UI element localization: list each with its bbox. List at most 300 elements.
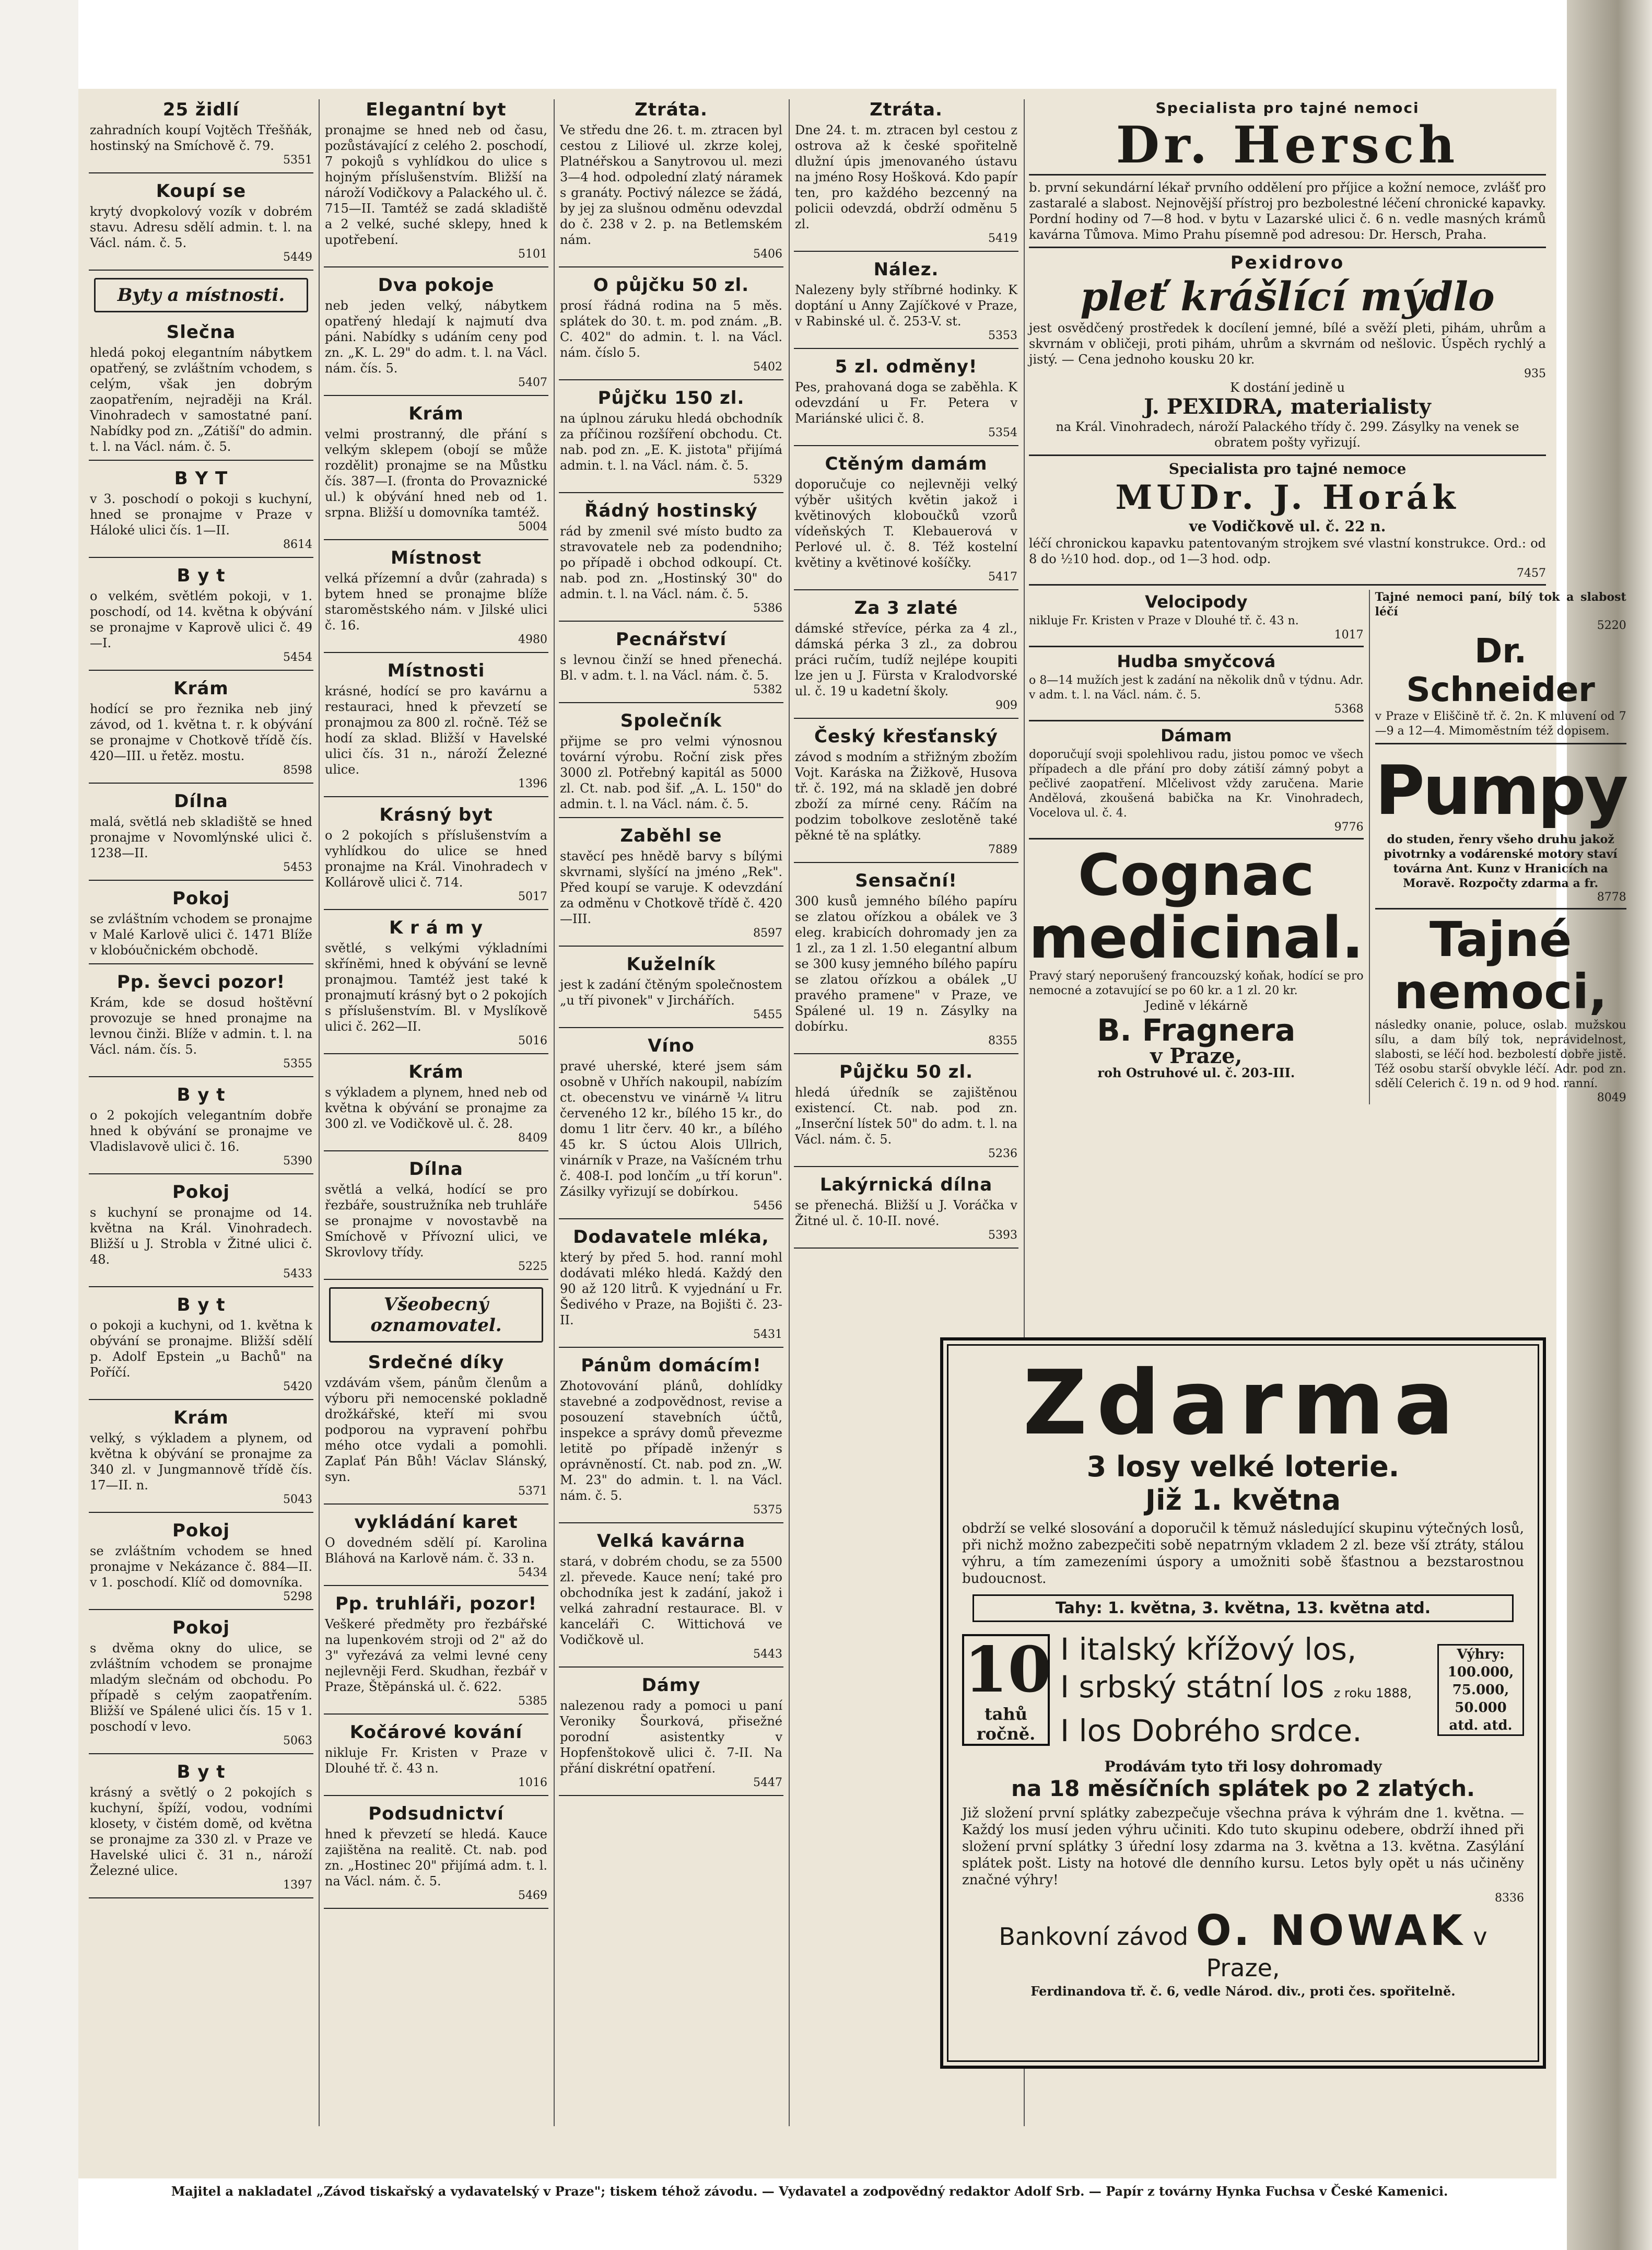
pexidr-code: 935 xyxy=(1524,367,1546,380)
damam-text: doporučují svoji spolehlivou radu, jistou pomoc ve všech případech a dle přání pro doby zátiší zámný pobyt a pečlivé zaopatření. Mlčelivost vždy zaručena. Marie Andělová, zkoušená babička na Kr. Vinohradech, Vocelova ul. č. 4. xyxy=(1029,748,1364,820)
ad-code: 5225 xyxy=(518,1260,547,1273)
ad-heading: Pecnářství xyxy=(615,629,727,650)
imprint-footer: Majitel a nakladatel „Závod tiskařský a vydavatelský v Praze"; tiskem téhož závodu. — Vydavatel a zodpovědný redaktor Adolf Srb. — Papír z továrny Hynka Fuchsa v České Kamenici. xyxy=(171,2184,1448,2199)
classified-ad xyxy=(324,1159,548,1280)
schneider-text: Tajné nemoci paní, bílý tok a slabost léčí xyxy=(1375,590,1626,619)
horak-text: léčí chronickou kapavku patentovaným strojkem své vlastní konstrukce. Ord.: od 8 do ½10 hod. dop., od 1—3 hod. odp. xyxy=(1029,536,1546,566)
classified-ad xyxy=(89,1407,313,1513)
ad-text: Nalezeny byly stříbrné hodinky. K doptání u Anny Zajíčkové v Praze, v Rabinské ul. č. 253-V. st. xyxy=(795,283,1017,329)
classified-ad xyxy=(794,598,1018,719)
ad-heading: Krám xyxy=(408,403,464,424)
ad-heading: Místnost xyxy=(390,547,482,568)
ad-heading: Lakýrnická dílna xyxy=(819,1174,993,1195)
ad-text: vzdávám všem, pánům členům a výboru při nemocenské pokladně drožkářské, kteří mi svou podporou na vypravení pohřbu mého otce vydali a pomohli. Zaplať Pán Bůh! Václav Slánský, syn. xyxy=(325,1375,547,1484)
classified-ad xyxy=(89,468,313,558)
ad-code: 5406 xyxy=(753,248,782,261)
ad-heading: Podsudnictví xyxy=(368,1803,504,1824)
ad-code: 5402 xyxy=(753,360,782,374)
classified-ad xyxy=(559,954,783,1028)
ad-text: pronajme se hned neb od času, pozůstávající z celého 2. poschodí, 7 pokojů s vyhlídkou do ulice s hojným příslušenstvím. Bližší na nároží Vodičkovy a Palackého ul. č. 715—II. Tamtéž se zadá skladiště a 2 velké, suché sklepy, hned k upotřebení. xyxy=(325,123,547,247)
classified-ad xyxy=(559,1531,783,1668)
ad-heading: vykládání karet xyxy=(354,1512,518,1533)
ad-heading: B Y T xyxy=(174,468,228,489)
classified-ad xyxy=(324,1803,548,1909)
ad-code: 5017 xyxy=(518,890,547,903)
ad-heading: Krásný byt xyxy=(379,805,493,825)
ad-text: s kuchyní se pronajme od 14. května na Král. Vinohradech. Bližší u J. Strobla v Žitné ulici č. 48. xyxy=(90,1205,312,1267)
ad-text: na úplnou záruku hledá obchodník za příčinou rozšíření obchodu. Ct. nab. pod zn. „E. K. jistota" přijímá admin. t. l. na Václ. nám. č. 5. xyxy=(560,411,782,473)
classified-ad xyxy=(559,1227,783,1348)
ad-text: stará, v dobrém chodu, se za 5500 zl. převede. Kauce není; také pro obchodníka jest k zadání, jakož i velká zahradní restaurace. Bl. v kanceláři C. Wittichová ve Vodičkově ul. xyxy=(560,1554,782,1647)
classified-ad xyxy=(324,1352,548,1505)
newspaper-page xyxy=(78,89,1626,2178)
ad-text: se zvláštním vchodem se hned pronajme v Nekázance č. 884—II. v 1. poschodí. Klíč od domovníka. xyxy=(90,1544,312,1590)
column-1 xyxy=(89,99,313,2126)
damam-code: 9776 xyxy=(1334,821,1364,834)
classified-ad xyxy=(559,275,783,380)
ad-heading: Půjčku 150 zl. xyxy=(597,388,745,409)
zdarma-text-2: Již složení první splátky zabezpečuje všechna práva k výhrám dne 1. května. — Každý los musí jeden výhru učiniti. Kdo tuto skupinu odebere, obdrží ihned při složení první splátky 3 úřední losy zdarma na 3. května a 13. května. Zasýlání splátek pošt. Listy na hotové dle denního kursu. Letos byly opět u nás učiněny značné výhry! xyxy=(962,1805,1524,1888)
divider xyxy=(1029,646,1364,647)
ad-heading: Víno xyxy=(648,1035,695,1056)
lottery-lots xyxy=(962,1630,1524,1750)
classified-ad xyxy=(89,1520,313,1610)
ad-heading: Pp. truhláři, pozor! xyxy=(335,1593,537,1614)
column-rule xyxy=(554,99,555,2126)
schneider-name: Dr. Schneider xyxy=(1406,632,1595,709)
pexidr-title: pleť krášlící mýdlo xyxy=(1080,273,1495,320)
ad-heading: Společník xyxy=(620,710,722,731)
pexidr-address-2: J. PEXIDRA, materialisty xyxy=(1144,394,1431,419)
divider xyxy=(1029,454,1546,456)
classified-ad xyxy=(794,453,1018,590)
classified-ad xyxy=(559,1675,783,1796)
ad-heading: Krám xyxy=(173,1407,229,1428)
classified-ad xyxy=(89,1295,313,1400)
tajne-text: následky onanie, poluce, oslab. mužskou sílu, a dam bílý tok, neprávidelnost, slabosti, se léčí hod. bezbolestí dobře jistě. Též osobu starší obvykle léčí. Adr. pod zn. sdělí Celerich č. 19 n. od 9 hod. ranní. xyxy=(1375,1019,1626,1090)
classified-ad xyxy=(559,1035,783,1219)
zdarma-draws: Tahy: 1. května, 3. května, 13. května atd. xyxy=(973,1594,1514,1622)
ad-text: světlé, s velkými výkladními skříněmi, hned k obývání se levně pronajmou. Tamtéž jest také k pronajmutí krásný byt o 2 pokojích s příslušenstvím. Bl. v Myslíkově ulici č. 262—II. xyxy=(325,941,547,1034)
ad-heading: O půjčku 50 zl. xyxy=(593,275,749,296)
divider xyxy=(1029,247,1546,248)
lot-item-text: I srbský státní los xyxy=(1060,1669,1325,1705)
ad-heading: Zaběhl se xyxy=(620,825,722,846)
zdarma-text-1: obdrží se velké slosování a doporučil k těmuž následující skupinu výtečných losů, při nichž možno zabezpečiti sobě nepatrným vkladem 2 zl. beze vší ztráty, stálou výhru, a tím zamezeními úspory a umožniti sobě šťastnou a bezstarostnou budoucnost. xyxy=(962,1521,1524,1587)
prize-value: 75.000, xyxy=(1452,1682,1509,1698)
ad-code: 5016 xyxy=(518,1034,547,1047)
column-rule xyxy=(1369,590,1370,1104)
bank-prefix: Bankovní závod xyxy=(999,1922,1189,1951)
ad-code: 5043 xyxy=(283,1493,312,1506)
ad-heading: Kočárové kování xyxy=(349,1722,523,1743)
classified-ad xyxy=(559,629,783,703)
pexidr-heading: Pexidrovo xyxy=(1230,252,1345,273)
classified-ad xyxy=(324,547,548,653)
left-stack xyxy=(1029,590,1364,1104)
ad-text: neb jeden velký, nábytkem opatřený hledají k najmutí dva páni. Nabídky s udáním ceny pod zn. „K. L. 29" do adm. t. l. na Václ. nám. čís. 5. xyxy=(325,298,547,376)
lot-item: I los Dobrého srdce. xyxy=(1060,1713,1362,1748)
ad-text: hodící se pro řeznika neb jiný závod, od 1. května t. r. k obývání se pronajme v Chotkově třídě čís. 420—III. u řetěz. mostu. xyxy=(90,702,312,763)
ad-text: o velkém, světlém pokoji, v 1. poschodí, od 14. května k obývání se pronajme v Kaprově ulici č. 49—I. xyxy=(90,589,312,650)
bank-name: O. NOWAK xyxy=(1196,1906,1466,1955)
ad-heading: Koupí se xyxy=(156,181,247,202)
ad-heading: Pokoj xyxy=(172,1617,230,1638)
horak-name: MUDr. J. Horák xyxy=(1115,478,1460,517)
classified-ad xyxy=(89,1762,313,1898)
ad-text: hledá úředník se zajištěnou existencí. Ct. nab. pod zn. „Inserční lístek 50" do adm. t. l. na Václ. nám. č. 5. xyxy=(795,1085,1017,1147)
classified-ad xyxy=(324,275,548,396)
ad-heading: B y t xyxy=(177,1085,226,1105)
ad-heading: Dílna xyxy=(409,1159,463,1180)
ad-text: s výkladem a plynem, hned neb od května k obývání se pronajme za 300 zl. ve Vodičkově ul. č. 28. xyxy=(325,1085,547,1131)
classified-ad xyxy=(794,356,1018,446)
ad-code: 5419 xyxy=(988,232,1017,245)
ad-heading: Ztráta. xyxy=(870,99,943,120)
ad-text: O dovedném sdělí pí. Karolina Bláhová na Karlově nám. č. 33 n. xyxy=(325,1535,547,1566)
ad-text: přijme se pro velmi výnosnou tovární výrobu. Roční zisk přes 3000 zl. Potřebný kapitál as 5000 zl. Ct. nab. pod šif. „A. L. 150" do admin. t. l. na Václ. nám. č. 5. xyxy=(560,734,782,811)
column-rule xyxy=(319,99,320,2126)
classified-ad xyxy=(324,403,548,540)
ad-code: 5454 xyxy=(283,651,312,664)
classified-ad xyxy=(89,791,313,881)
ad-heading: B y t xyxy=(177,565,226,586)
ad-text: Ve středu dne 26. t. m. ztracen byl cestou z Liliové ul. zkrze kolej, Platnéřskou a Sanytrovou ul. mezi 3—4 hod. odpolední zlatý náramek s granáty. Poctivý nálezce se žádá, by jej za slušnou odměnu odevzdal do č. 238 v 2. p. na Betlemském nám. xyxy=(560,123,782,247)
ad-heading: Ctěným damám xyxy=(825,453,988,474)
divider xyxy=(1375,743,1626,744)
ad-heading: Krám xyxy=(173,678,229,699)
ad-code: 4980 xyxy=(518,633,547,646)
tajne-title: Tajné nemoci, xyxy=(1394,912,1608,1020)
column-2 xyxy=(324,99,548,2126)
classified-ad xyxy=(89,565,313,671)
ad-code: 7889 xyxy=(988,843,1017,856)
classified-ad xyxy=(89,972,313,1077)
lot-item: I italský křížový los, xyxy=(1060,1631,1357,1667)
bank-line xyxy=(962,1906,1524,1984)
ad-code: 5447 xyxy=(753,1776,782,1789)
ad-code: 5393 xyxy=(988,1229,1017,1242)
ad-code: 5453 xyxy=(283,861,312,874)
zdarma-installments: na 18 měsíčních splátek po 2 zlatých. xyxy=(1011,1776,1475,1801)
ad-code: 5390 xyxy=(283,1155,312,1168)
ad-heading: Pokoj xyxy=(172,1520,230,1541)
divider xyxy=(1029,584,1546,586)
ad-code: 5407 xyxy=(518,376,547,389)
classified-ad xyxy=(89,99,313,173)
zdarma-code: 8336 xyxy=(1495,1892,1524,1905)
ads-split xyxy=(1029,590,1626,1104)
classified-ad xyxy=(559,825,783,947)
ad-text: se přenechá. Bližší u J. Voráčka v Žitné ul. č. 10-II. nové. xyxy=(795,1198,1017,1228)
ad-code: 8409 xyxy=(518,1132,547,1145)
ad-text: nalezenou rady a pomoci u paní Veroniky Šourková, přisežné porodní asistentky v Hopfenštokově ulici č. 7-II. Na přání diskrétní opatření. xyxy=(560,1698,782,1776)
ad-heading: Pp. ševci pozor! xyxy=(116,972,286,993)
prizes-heading: Výhry: xyxy=(1457,1647,1505,1662)
ad-text: jest k zadání čtěným společnostem „u tří pivonek" v Jirchářích. xyxy=(560,977,782,1008)
divider xyxy=(1029,720,1364,721)
ad-heading: Pánům domácím! xyxy=(581,1355,761,1376)
ad-heading: Srdečné díky xyxy=(368,1352,505,1373)
cognac-text: Pravý starý neporušený francouzský koňak, hodící se pro nemocné a zotavující se po 60 kr. a 1 zl. 20 kr. xyxy=(1029,970,1364,997)
ad-text: prosí řádná rodina na 5 měs. splátek do 30. t. m. pod znám. „B. C. 402" do admin. t. l. na Václ. nám. číslo 5. xyxy=(560,298,782,360)
zdarma-title: Zdarma xyxy=(1023,1351,1463,1455)
lot-year: z roku 1888, xyxy=(1333,1686,1412,1700)
ad-text: Zhotovování plánů, dohlídky stavebné a zodpovědnost, revise a posouzení stavebních účtů, inspekce a správy domů převezme letitě po případě inženýr s oprávněností. Ct. nab. pod zn. „W. M. 23" do admin. t. l. na Václ. nám. č. 5. xyxy=(560,1379,782,1503)
ad-text: malá, světlá neb skladiště se hned pronajme v Novomlýnské ulici č. 1238—II. xyxy=(90,814,312,860)
prize-value: 50.000 xyxy=(1455,1700,1507,1716)
ad-text: hledá pokoj elegantním nábytkem opatřený, se zvláštním vchodem, s celým, však jen dobrým zaopatřením, nejraději na Král. Vinohradech v samostatné paní. Nabídky pod zn. „Zátiší" do admin. t. l. na Václ. nám. č. 5. xyxy=(90,345,312,454)
ad-text: o pokoji a kuchyni, od 1. května k obývání se pronajme. Bližší sdělí p. Adolf Epstein „u Bachů" na Poříčí. xyxy=(90,1318,312,1380)
ad-text: zahradních koupí Vojtěch Třešňák, hostinský na Smíchově č. 79. xyxy=(90,123,312,153)
ad-code: 5385 xyxy=(518,1695,547,1708)
ad-heading: 25 židlí xyxy=(162,99,240,120)
right-stack xyxy=(1375,590,1626,1104)
divider xyxy=(1375,908,1626,910)
classified-ad xyxy=(324,805,548,910)
ad-code: 5386 xyxy=(753,602,782,615)
ad-text: o 2 pokojích s příslušenstvím a vyhlídkou do ulice se hned pronajme na Král. Vinohradech v Kollárově ulici č. 714. xyxy=(325,828,547,890)
ad-code: 5417 xyxy=(988,570,1017,584)
ad-text: světlá a velká, hodící se pro řezbáře, soustružníka neb truhláře se pronajme v novostavbě na Smíchově v Přívozní ulici, ve Skrovlovy třídy. xyxy=(325,1182,547,1260)
ad-heading: Český křesťanský xyxy=(814,726,998,747)
divider xyxy=(1029,838,1364,840)
classified-ad xyxy=(324,1062,548,1151)
ten-number: 10 xyxy=(964,1633,1051,1707)
ad-code: 5433 xyxy=(283,1267,312,1280)
hudba-heading: Hudba smyčcová xyxy=(1117,651,1276,671)
ad-code: 5456 xyxy=(753,1199,782,1213)
pumpy-code: 8778 xyxy=(1597,891,1626,904)
ad-code: 5236 xyxy=(988,1147,1017,1160)
horak-address: ve Vodičkově ul. č. 22 n. xyxy=(1189,518,1386,535)
velocipedy-text: nikluje Fr. Kristen v Praze v Dlouhé tř. č. 43 n. xyxy=(1029,614,1299,627)
ad-heading: Sensační! xyxy=(855,870,957,891)
ad-text: Dne 24. t. m. ztracen byl cestou z ostrova až k české spořitelně dlužní úpis jmenovaného ústavu na jméno Rosy Hošková. Kdo papír ten, pro každého bezcenný na policii odevzdá, obdrží odměnu 5 zl. xyxy=(795,123,1017,231)
ad-code: 5431 xyxy=(753,1328,782,1341)
classified-ad xyxy=(324,917,548,1054)
ad-code: 5353 xyxy=(988,329,1017,342)
ad-heading: K r á m y xyxy=(389,917,483,938)
ad-heading: B y t xyxy=(177,1762,226,1782)
ad-heading: Dva pokoje xyxy=(378,275,495,296)
ten-label: tahů ročně. xyxy=(976,1704,1036,1744)
ad-heading: Kuželník xyxy=(626,954,716,975)
classified-ad xyxy=(324,1722,548,1796)
classified-ad xyxy=(89,678,313,784)
ad-heading: Krám xyxy=(408,1062,464,1082)
ad-text: který by před 5. hod. ranní mohl dodávati mléko hledá. Každý den 90 až 120 litrů. K vyjednání u Fr. Šedivého v Praze, na Bojišti č. 23-II. xyxy=(560,1250,782,1327)
ad-code: 5354 xyxy=(988,426,1017,439)
damam-heading: Dámam xyxy=(1161,726,1232,745)
ad-code: 5434 xyxy=(518,1566,547,1579)
classified-ad xyxy=(324,660,548,797)
schneider-code: 5220 xyxy=(1597,619,1626,632)
classified-ad xyxy=(794,1062,1018,1167)
ad-text: pravé uherské, které jsem sám osobně v Uhřích nakoupil, nabízím ct. obecenstvu ve vinárně ¼ litru červeného 12 kr., bílého 15 kr., do domu 1 litr červ. 40 kr., a bílého 45 kr. S úctou Alois Ullrich, vinárník v Praze, na Vašícném trhu č. 408-I. pod lončím „u tří korun". Zásilky vyřizují se dobírkou. xyxy=(560,1059,782,1199)
classified-ad xyxy=(794,726,1018,863)
classified-ad xyxy=(89,888,313,964)
ad-code: 8614 xyxy=(283,538,312,551)
bank-address: Ferdinandova tř. č. 6, vedle Národ. div., proti čes. spořitelně. xyxy=(1030,1984,1456,1999)
ad-code: 1016 xyxy=(518,1776,547,1789)
ad-code: 5101 xyxy=(518,248,547,261)
classified-ad xyxy=(559,710,783,818)
classified-ad xyxy=(324,1512,548,1586)
ad-heading: Místnosti xyxy=(387,660,485,681)
binding-fold xyxy=(1567,0,1652,2250)
ad-text: dámské střevíce, pérka za 4 zl., dámská pérka 3 zl., za dobrou práci ručím, tudíž nejlépe koupiti lze jen u J. Fürsta v Kralodvorské ul. č. 19 u kadetní školy. xyxy=(795,621,1017,698)
ad-text: hned k převzetí se hledá. Kauce zajištěna na realitě. Ct. nab. pod zn. „Hostinec 20" přijímá adm. t. l. na Václ. nám. č. 5. xyxy=(325,1827,547,1888)
hersch-name: Dr. Hersch xyxy=(1029,116,1546,176)
ad-text: nikluje Fr. Kristen v Praze v Dlouhé tř. č. 43 n. xyxy=(325,1745,547,1776)
ad-text: závod s modním a střižným zbožím Vojt. Karáska na Žižkově, Husova tř. č. 192, má na skladě jen dobré zboží za mírné ceny. Ráčím na podzim tobolkove zeslotěně také pěkné tě na splátky. xyxy=(795,750,1017,843)
ad-code: 5063 xyxy=(283,1734,312,1747)
ad-heading: Dámy xyxy=(641,1675,701,1696)
pexidr-text: jest osvědčený prostředek k docílení jemné, bílé a svěží pleti, pihám, uhrům a skvrnám v obličeji, proti pihám, uhrům a skvrnám od nešlovic. Úspěch rychlý a jistý. — Cena jednoho kousku 20 kr. xyxy=(1029,321,1546,367)
ad-code: 5455 xyxy=(753,1008,782,1021)
ad-text: krytý dvopkolový vozík v dobrém stavu. Adresu sdělí admin. t. l. na Václ. nám. č. 5. xyxy=(90,204,312,250)
column-5 xyxy=(1029,99,1626,1332)
zdarma-date: Již 1. května xyxy=(1145,1484,1341,1517)
ad-heading: Řádný hostinský xyxy=(584,500,758,521)
column-rule xyxy=(789,99,790,2126)
classified-ad xyxy=(794,870,1018,1054)
classified-ad xyxy=(89,1617,313,1754)
cognac-sub: Jedině v lékárně xyxy=(1144,998,1248,1013)
section-title: Byty a místnosti. xyxy=(94,278,308,312)
ad-text: velká přízemní a dvůr (zahrada) s bytem hned se pronajme blíže staroměstského nám. v Jilské ulici č. 16. xyxy=(325,571,547,633)
ad-text: Pes, prahovaná doga se zaběhla. K odevzdání u Fr. Petera v Mariánské ulici č. 8. xyxy=(795,380,1017,426)
prize-value: atd. atd. xyxy=(1449,1718,1513,1733)
classified-ad xyxy=(559,500,783,622)
cognac-title: Cognac medicinal. xyxy=(1029,842,1364,971)
ad-heading: Slečna xyxy=(166,322,236,343)
ad-text: velmi prostranný, dle přání s velkým sklepem (obojí se může rozdělit) pronajme se na Můstku čís. 387—I. (fronta do Provaznické ul.) k obývání hned neb od 1. srpna. Bližší u domovníka tamtéž. xyxy=(325,427,547,520)
pumpy-title: Pumpy xyxy=(1375,751,1626,830)
ad-code: 8597 xyxy=(753,927,782,940)
velocipedy-code: 1017 xyxy=(1334,628,1364,642)
fragner-name: B. Fragnera xyxy=(1097,1012,1296,1048)
ad-code: 5329 xyxy=(753,473,782,486)
ad-code: 5355 xyxy=(283,1057,312,1070)
ad-code: 8598 xyxy=(283,764,312,777)
ad-code: 1397 xyxy=(283,1879,312,1892)
ad-text: rád by zmenil své místo budto za stravovatele neb za podendniho; po případě i obchod odkoupí. Ct. nab. pod zn. „Hostinský 30" do admin. t. l. na Václ. nám. č. 5. xyxy=(560,524,782,601)
ad-code: 5351 xyxy=(283,154,312,167)
ad-heading: Pokoj xyxy=(172,888,230,909)
ad-code: 5004 xyxy=(518,520,547,533)
classified-ad xyxy=(324,1593,548,1715)
ad-text: o 2 pokojích velegantním dobře hned k obývání se pronajme ve Vladislavově ulici č. 16. xyxy=(90,1108,312,1154)
classified-ad xyxy=(89,1182,313,1287)
hudba-code: 5368 xyxy=(1334,703,1364,716)
schneider-address: v Praze v Eliščině tř. č. 2n. K mluvení od 7—9 a 12—4. Mimoměstním též dopisem. xyxy=(1375,710,1626,738)
fragner-address-2: roh Ostruhové ul. č. 203-III. xyxy=(1097,1065,1295,1080)
ad-heading: B y t xyxy=(177,1295,226,1315)
ad-heading: 5 zl. odměny! xyxy=(835,356,978,377)
lot-item xyxy=(1060,1668,1427,1712)
classified-ad xyxy=(559,99,783,267)
ad-code: 8355 xyxy=(988,1034,1017,1047)
prizes-box xyxy=(1437,1644,1524,1736)
ad-code: 1396 xyxy=(518,777,547,790)
ad-text: se zvláštním vchodem se pronajme v Malé Karlově ulici č. 1471 Blíže v klobóučnickém obchodě. xyxy=(90,912,312,958)
ad-heading: Za 3 zlaté xyxy=(854,598,958,619)
ad-code: 5382 xyxy=(753,683,782,696)
ad-heading: Elegantní byt xyxy=(366,99,507,120)
ad-heading: Dílna xyxy=(174,791,228,812)
classified-ad xyxy=(89,322,313,461)
ad-code: 5449 xyxy=(283,251,312,264)
ad-text: krásné, hodící se pro kavárnu a restauraci, hned k převzetí se pronajmou za 800 zl. ročně. Též se hodí za sklad. Bližší v Havelské ulici čís. 31 n., nároží Železné ulice. xyxy=(325,684,547,777)
ad-text: Veškeré předměty pro řezbářské na lupenkovém stroji od 2" až do 3" vyřezává za velmi levné ceny nejlevněji Ferd. Skudhan, řezbář v Praze, Štěpánská ul. č. 622. xyxy=(325,1617,547,1694)
ad-code: 5298 xyxy=(283,1590,312,1603)
classified-ad xyxy=(89,181,313,271)
section-title: Všeobecný oznamovatel. xyxy=(329,1287,543,1343)
pumpy-text: do studen, řenry všeho druhu jakož pivotrnky a vodárenské motory staví továrna Ant. Kunz v Hranicích na Moravě. Rozpočty zdarma a fr. xyxy=(1384,833,1618,890)
classified-ad xyxy=(794,1174,1018,1249)
zdarma-subtitle: 3 losy velké loterie. xyxy=(1086,1450,1400,1483)
ad-text: v 3. poschodí o pokoji s kuchyní, hned se pronajme v Praze v Háloké ulici čís. 1—II. xyxy=(90,492,312,538)
tajne-code: 8049 xyxy=(1597,1091,1626,1104)
ad-heading: Dodavatele mléka, xyxy=(573,1227,769,1248)
ad-code: 5469 xyxy=(518,1889,547,1902)
pexidr-address-1: K dostání jedině u xyxy=(1230,380,1345,395)
ad-heading: Ztráta. xyxy=(635,99,708,120)
page-margin xyxy=(0,0,78,2250)
lot-list xyxy=(1060,1630,1427,1750)
classified-ad xyxy=(89,1085,313,1174)
ad-text: krásný a světlý o 2 pokojích s kuchyní, špíží, vodou, vodními klosety, v čistém domě, od května se pronajme za 330 zl. v Praze ve Havelské ulici č. 31 n., nároží Železné ulice. xyxy=(90,1785,312,1878)
ad-code: 5443 xyxy=(753,1648,782,1661)
bank-city: v Praze, xyxy=(1206,1922,1487,1982)
ad-heading: Velká kavárna xyxy=(596,1531,746,1552)
velocipedy-heading: Velocipody xyxy=(1145,592,1248,612)
column-3 xyxy=(559,99,783,2126)
classified-ad xyxy=(559,1355,783,1523)
hersch-tagline: Specialista pro tajné nemoci xyxy=(1155,99,1420,116)
ad-text: doporučuje co nejlevněji velký výběr ušitých květin jakož i květinových kloboučků vzorů vídeňských T. Klebauerová v Perlové ul. č. 8. Též kostelní květiny a květinové košíčky. xyxy=(795,477,1017,570)
classified-ad xyxy=(794,259,1018,349)
ad-heading: Nález. xyxy=(873,259,939,280)
ad-text: stavěcí pes hnědě barvy s bílými skvrnami, slyšící na jméno „Rek". Před koupí se varuje. K odevzdání za odměnu v Chotkově třídě č. 420—III. xyxy=(560,849,782,926)
zdarma-ad xyxy=(940,1337,1546,2069)
classified-ad xyxy=(794,99,1018,252)
ad-text: s levnou činží se hned přenechá. Bl. v adm. t. l. na Václ. nám. č. 5. xyxy=(560,652,782,683)
pexidr-address-3: na Král. Vinohradech, nároží Palackého třídy č. 299. Zásylky na venek se obratem pošty vyřizují. xyxy=(1056,419,1519,450)
ad-heading: Pokoj xyxy=(172,1182,230,1203)
hudba-text: o 8—14 mužích jest k zadání na několik dnů v týdnu. Adr. v adm. t. l. na Václ. nám. č. 5. xyxy=(1029,674,1364,702)
hersch-text: b. první sekundární lékař prvního oddělení pro příjice a kožní nemoce, zvlášť pro zastaralé a slabost. Nejnovější přístroj pro bezbolestné léčení chronické kapavky. Pordní hodiny od 7—8 hod. v bytu v Lazarské ulici č. 6 n. vedle masných krámů kavárna Tůmova. Mimo Prahu písemně pod adresou: Dr. Hersch, Praha. xyxy=(1029,180,1546,242)
ad-code: 909 xyxy=(995,699,1017,712)
ad-text: s dvěma okny do ulice, se zvláštním vchodem se pronajme mladým slečnám od obchodu. Po případě s celým zaopatřením. Bližší ve Spálené ulici čís. 15 v 1. poschodí v levo. xyxy=(90,1641,312,1734)
horak-code: 7457 xyxy=(1517,567,1546,580)
ad-code: 5375 xyxy=(753,1503,782,1517)
horak-tagline: Specialista pro tajné nemoce xyxy=(1168,460,1407,477)
ad-code: 5420 xyxy=(283,1380,312,1393)
fragner-address: v Praze, xyxy=(1150,1044,1243,1068)
ad-text: velký, s výkladem a plynem, od května k obývání se pronajme za 340 zl. v Jungmannově třídě čís. 17—II. n. xyxy=(90,1431,312,1493)
ten-draws-badge xyxy=(962,1634,1050,1746)
ad-heading: Půjčku 50 zl. xyxy=(839,1062,974,1082)
ad-code: 5371 xyxy=(518,1485,547,1498)
classified-ad xyxy=(324,99,548,267)
classified-ad xyxy=(559,388,783,493)
prize-value: 100.000, xyxy=(1447,1664,1514,1680)
zdarma-offer: Prodávám tyto tři losy dohromady xyxy=(1104,1758,1382,1775)
ad-text: Krám, kde se dosud hoštěvní provozuje se hned pronajme na levnou činži. Blíže v admin. t. l. na Václ. nám. čís. 5. xyxy=(90,995,312,1057)
